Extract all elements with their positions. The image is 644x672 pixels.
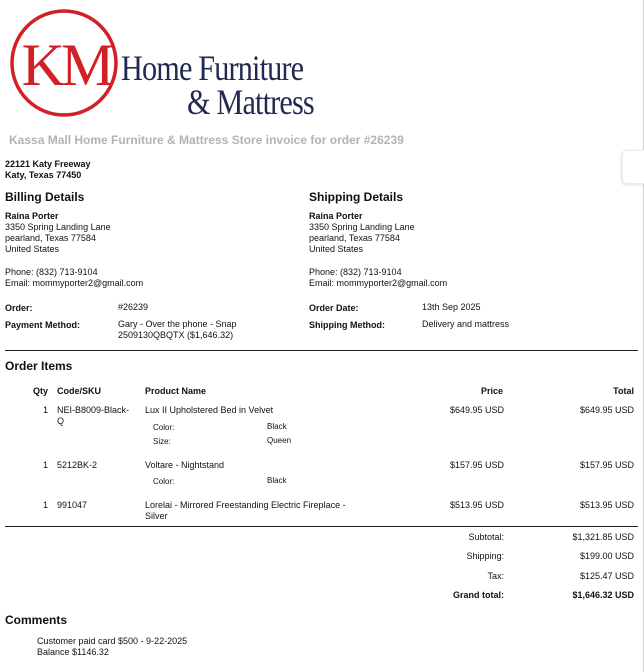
row-price: $513.95 USD [449,500,504,510]
row-meta-value: Black [267,476,287,485]
billing-street: 3350 Spring Landing Lane [5,222,111,232]
billing-phone: Phone: (832) 713-9104 [5,267,98,277]
items-totals-divider [5,526,638,527]
store-city-line: Katy, Texas 77450 [5,170,82,180]
row-price: $157.95 USD [449,460,504,470]
shipping-city-line: pearland, Texas 77584 [309,233,400,243]
row-meta-label: Size: [153,437,171,446]
order-number-value: #26239 [118,302,149,312]
tax-value: $125.47 USD [579,571,634,581]
order-items-heading: Order Items [5,359,73,373]
grand-total-label: Grand total: [453,590,504,600]
order-date-label: Order Date: [309,303,359,313]
shipping-total-label: Shipping: [466,551,504,561]
order-number-label: Order: [5,303,33,313]
billing-address [5,211,111,255]
billing-name: Raina Porter [5,211,59,221]
shipping-method-value: Delivery and mattress [422,319,510,329]
row-sku-line-1: NEI-B8009-Black- [57,405,130,415]
payment-method-value [118,319,237,341]
comment-line-1: Customer paid card $500 - 9-22-2025 [37,636,188,646]
shipping-total-value: $199.00 USD [579,551,634,561]
column-header-price: Price [481,386,504,396]
row-meta-label: Color: [153,423,175,432]
store-street: 22121 Katy Freeway [5,159,91,169]
shipping-email: Email: mommyporter2@gmail.com [309,278,448,288]
logo-line-1: Home Furniture [121,48,304,88]
logo-monogram [9,8,121,122]
shipping-name: Raina Porter [309,211,363,221]
shipping-method-label: Shipping Method: [309,320,385,330]
column-header-sku: Code/SKU [57,386,102,396]
row-product-line-1: Lorelai - Mirrored Freestanding Electric Fireplace - [145,500,346,510]
row-sku-line-2: Q [57,416,65,426]
billing-city-line: pearland, Texas 77584 [5,233,96,243]
comments-heading: Comments [5,613,68,627]
invoice-title: Kassa Mall Home Furniture & Mattress Store invoice for order #26239 [9,133,404,147]
subtotal-value: $1,321.85 USD [572,532,634,542]
column-header-product: Product Name [145,386,207,396]
shipping-contact [309,267,447,289]
logo-line-2: & Mattress [187,82,314,122]
billing-country: United States [5,244,60,254]
row-product-name: Lux II Upholstered Bed in Velvet [145,405,274,415]
row-price: $649.95 USD [449,405,504,415]
tax-label: Tax: [487,571,504,581]
row-product-name [145,500,346,522]
comments-body [37,636,187,658]
billing-email: Email: mommyporter2@gmail.com [5,278,144,288]
row-qty: 1 [43,500,49,510]
row-sku: 5212BK-2 [57,460,98,470]
row-meta-value: Queen [267,436,292,445]
store-address [5,159,91,181]
column-header-total: Total [613,386,634,396]
column-header-qty: Qty [33,386,49,396]
row-total: $513.95 USD [579,500,634,510]
shipping-address [309,211,415,255]
payment-method-line-2: 2509130QBQTX ($1,646.32) [118,330,234,340]
row-meta-value: Black [267,422,287,431]
grand-total-value: $1,646.32 USD [572,590,634,600]
row-sku: 991047 [57,500,88,510]
row-product-line-2: Silver [145,511,168,521]
row-qty: 1 [43,460,49,470]
row-sku [57,405,129,427]
logo-monogram-text: KM [21,32,111,98]
payment-method-label: Payment Method: [5,320,81,330]
shipping-phone: Phone: (832) 713-9104 [309,267,402,277]
row-product-name: Voltare - Nightstand [145,460,225,470]
subtotal-label: Subtotal: [468,532,504,542]
payment-method-line-1: Gary - Over the phone - Snap [118,319,237,329]
row-total: $157.95 USD [579,460,634,470]
billing-contact [5,267,143,289]
comment-line-2: Balance $1146.32 [37,647,109,657]
row-qty: 1 [43,405,49,415]
shipping-street: 3350 Spring Landing Lane [309,222,415,232]
shipping-heading: Shipping Details [309,190,404,204]
row-total: $649.95 USD [579,405,634,415]
row-meta-label: Color: [153,477,175,486]
billing-heading: Billing Details [5,190,85,204]
side-panel-tab[interactable] [622,150,644,184]
section-divider [5,350,638,351]
shipping-country: United States [309,244,364,254]
store-logo [9,8,329,122]
order-date-value: 13th Sep 2025 [422,302,481,312]
